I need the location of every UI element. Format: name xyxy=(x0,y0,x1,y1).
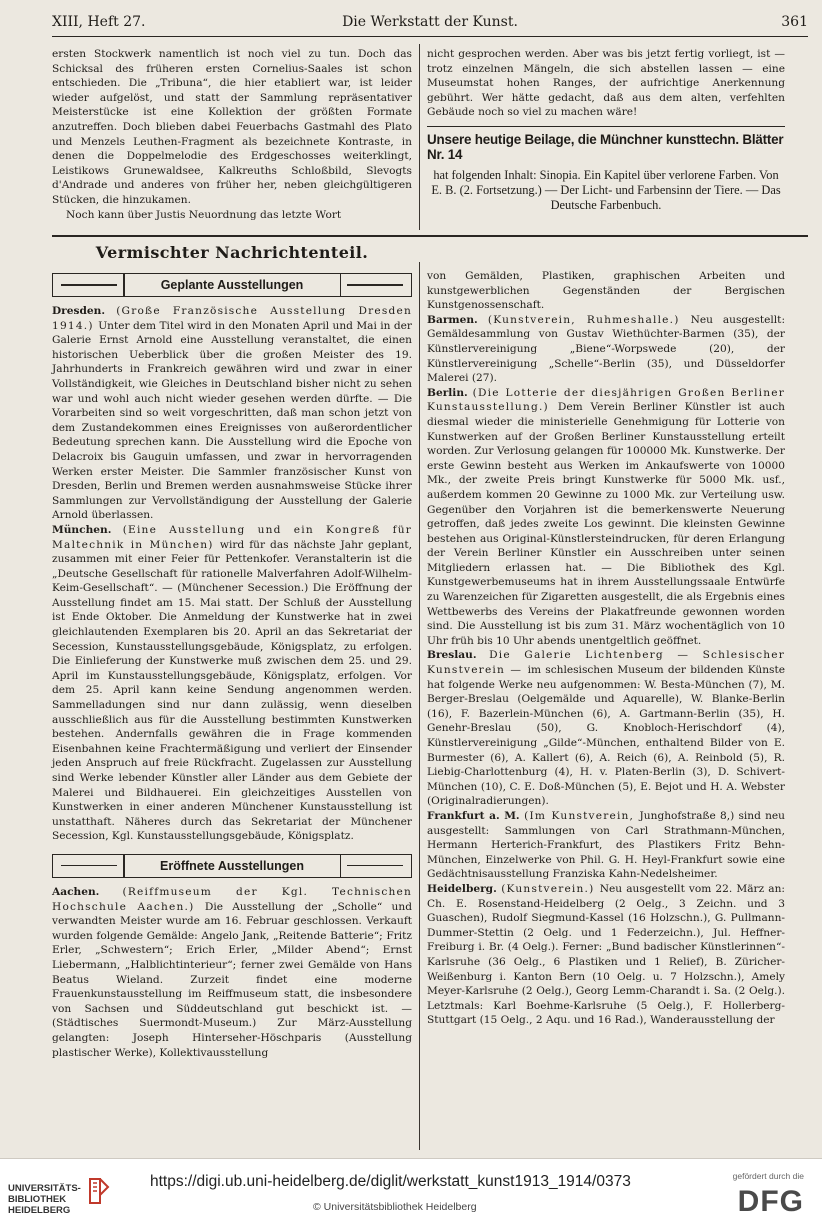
entry-institution: Die Galerie Lichtenberg — Schlesischer Kunstverein — xyxy=(427,649,785,677)
news-entry xyxy=(52,885,412,1060)
column-divider-bottom xyxy=(419,262,420,1150)
entry-text: von Gemälden, Plastiken, graphischen Arbeiten und kunstgewerblichen Gegenständen der Bergischen Kunstgenossenschaft. xyxy=(427,270,785,312)
entry-place: Dresden. xyxy=(52,305,117,317)
entry-text: Neu ausgestellt: Gemäldesammlung von Gustav Wiethüchter-Barmen (35), der Künstlervereinigung „Biene“-Worpswede (20), der Künstlervereinigung „Schelle“-Berlin (35), und Düsseldorfer Malerei (27). xyxy=(427,313,786,385)
entry-place: Frankfurt a. M. xyxy=(427,809,525,822)
section-title: Vermischter Nachrichtenteil. xyxy=(95,243,369,262)
opened-exhibitions-list-right xyxy=(427,269,785,1028)
entry-text: Dem Verein Berliner Künstler ist auch diesmal wieder die ministerielle Genehmigung für Lotterie von Kunstwerken auf der Großen Berliner Kunstausstellung erteilt worden. Zur Verlosung gelangen für 100000 Mk. Kunstwerke. Der erste Gewinn besteht aus Werken im Ankaufswerte von 10000 Mk., der zweite Preis bringt Kunstwerke für 5000 Mk. usf., außerdem kommen 20 Gewinne zu 1000 Mk. zur Verteilung usw. Gegenüber den Vorjahren ist die bemerkenswerte Neuerung getroffen, daß jedes zweite Los gewinnt. Die kleinsten Gewinne bestehen aus Original-Künstlersteindrucken, für deren Erlangung der Verein Berliner Künstler ein Ausschreiben unter seinen Mitgliedern erlassen hat. — Die Bibliothek des Kgl. Kunstgewerbemuseums hat in ihrem Ausstellungssaale Entwürfe zu Warenzeichen für Zigaretten ausgestellt, die als Ergebnis eines Wettbewerbs des Vereins der Plakatfreunde gewonnen worden sind. Die Ausstellung ist bis zum 31. März wochentäglich von 10 Uhr früh bis 10 Uhr abends unentgeltlich geöffnet. xyxy=(427,401,785,647)
page-number: 361 xyxy=(781,14,808,30)
entry-text: Die Ausstellung der „Scholle“ und verwandten Meister wurde am 16. Februar geschlossen. Verkauft wurden folgende Gemälde: Angelo Jank, „Reitende Batterie“; Fritz Erler, „Schwestern“; Erich Erler, „Milder Abend“; Ernst Liebermann, „Halblichtinterieur“; ferner zwei Gemälde von Hans Beatus Wieland. Zurzeit findet eine moderne Frauenkunstausstellung im Reiffmuseum statt, die insbesondere von Sachsen und Süddeutschland gut beschickt ist. — (Städtisches Suermondt-Museum.) Zur März-Ausstellung gelangten: Joseph Hinterseher-Höschparis (Ausstellung plastischer Werke), Kollektivausstellung xyxy=(52,900,412,1059)
digitization-footer xyxy=(0,1158,822,1227)
news-entry xyxy=(52,304,412,523)
planned-exhibitions-list xyxy=(52,304,412,844)
entry-institution: (Kunstverein, Ruhmeshalle.) xyxy=(487,313,691,326)
entry-institution: (Kunstverein.) xyxy=(501,882,600,895)
column-divider xyxy=(419,44,420,230)
article-continuation-2: Noch kann über Justis Neuordnung das letzte Wort xyxy=(66,208,342,221)
opened-exhibitions-label: Eröffnete Ausstellungen xyxy=(160,858,304,873)
library-name: UNIVERSITÄTS- BIBLIOTHEK HEIDELBERG xyxy=(8,1183,81,1216)
funding-note: gefördert durch die xyxy=(732,1171,804,1181)
news-entry xyxy=(427,386,785,649)
entry-text: Neu ausgestellt vom 22. März an: Ch. E. Rosenstand-Heidelberg (2 Oelg., 3 Zeichn. und 3 Guaschen), Rudolf Siegmund-Kassel (16 Holzschn.), G. Pullmann-Dummer-Stettin (2 Oelg. und 1 Federzeichn.), Jul. Heffner-Freiburg i. Br. (4 Oelg.). Ferner: „Bund badischer Künstlerinnen“-Karlsruhe (36 Oelg., 6 Plastiken und 1 Relief), B. Züricher-Weißenburg i. Kanton Bern (10 Oelg. u. 7 Holzschn.), Amely Meyer-Karlsruhe (2 Oelg.), Georg Lemm-Charandt i. Sa. (2 Oelg.). Letztmals: Karl Boehme-Karlsruhe (5 Oelg.), F. Hollerberg-Stuttgart (15 Oelg., 2 Aqu. und 16 Rad.), Wanderausstellung der xyxy=(427,882,785,1027)
copyright-notice: © Universitätsbibliothek Heidelberg xyxy=(313,1201,477,1213)
entry-place: Aachen. xyxy=(52,885,123,898)
top-right-column xyxy=(427,47,785,213)
entry-place: Barmen. xyxy=(427,313,488,326)
entry-institution: (Im Kunstverein, xyxy=(524,809,640,822)
news-entry xyxy=(427,648,785,809)
entry-text: im schlesischen Museum der bildenden Künste hat folgende Werke neu aufgenommen: W. Besta-München (7), M. Berger-Breslau (Oelgemälde und Aquarelle), W. Blanke-Berlin (16), F. Bazerlein-München (6), A. Gartmann-Berlin (35), H. Genehr-Breslau (50), G. Knobloch-Herischdorf (4), Künstlervereinigung „Gilde“-München, enthaltend Bilder von E. Burmester (6), A. Kallert (6), A. Reich (6), A. Reinbold (5), R. Liebig-Charlottenburg (4), H. v. Platen-Berlin (3), D. Schivert-München (10), C. E. Doß-München (5), E. Bejot und H. A. Webster (Originalradierungen). xyxy=(427,664,785,808)
entry-institution: (Eine Ausstellung und ein Kongreß für Maltechnik in München) xyxy=(52,523,412,551)
news-entry xyxy=(52,523,412,844)
opened-exhibitions-heading xyxy=(52,854,412,878)
entry-text: wird für das nächste Jahr geplant, zusammen mit einer Feier für Pettenkofer. Veranstalterin ist die „Deutsche Gesellschaft für rationelle Malverfahren Adolf-Wilhelm-Keim-Gesellschaft“. — (Münchener Secession.) Die Eröffnung der Ausstellung findet am 15. Mai statt. Der Schluß der Ausstellung ist Ende Oktober. Die Anmeldung der Kunstwerke hat in zwei gleichlautenden Exemplaren bis 20. April an das Sekretariat der Secession, Kunstausstellungsgebäude, Königsplatz, zu erfolgen. Die Einlieferung der Kunstwerke muß zwischen dem 25. und 29. April im Kunstausstellungsgebäude, Königsplatz, erfolgen. Vor dem 25. April kann keine Sendung angenommen werden. Sammelladungen sind nur dann zulässig, wenn dieselben ausschließlich aus für die Ausstellung bestimmten Kunstwerken bestehen. Andernfalls gewähren die in Frage kommenden Eisenbahnen keine Frachtermäßigung und verliert der Einsender jeden Anspruch auf freie Rückfracht. Zugelassen zur Ausstellung sind Werke lebender Künstler aller Länder aus dem Gebiete der Malerei und Bildhauerei. Ein gleichzeitiges Ausstellen von Kunstwerken in einer anderen Münchener Kunstausstellung ist unstatthaft. Näheres durch das Sekretariat der Münchener Secession, Kgl. Kunstausstellungsgebäude, Königsplatz. xyxy=(52,538,412,843)
planned-exhibitions-label: Geplante Ausstellungen xyxy=(160,278,304,292)
news-entry xyxy=(427,882,785,1028)
bottom-right-column xyxy=(427,269,785,1028)
entry-institution: (Die Lotterie der diesjährigen Großen Berliner Kunstausstellung.) xyxy=(427,386,785,414)
entry-text: Junghofstraße 8,) sind neu ausgestellt: Sammlungen von Carl Strathmann-München, Hermann Herterich-Frankfurt, des Plastikers Fritz Behn-München, Einzelwerke von Phil. G. H. Heyl-Frankfurt sowie eine Gedächtnisausstellung Franziska Kahn-Nedelsheimer. xyxy=(427,809,786,881)
entry-place: Heidelberg. xyxy=(427,882,502,895)
opened-exhibitions-list-left xyxy=(52,885,412,1060)
news-entry xyxy=(427,313,785,386)
banner-rule xyxy=(427,126,785,127)
issue-number: XIII, Heft 27. xyxy=(52,14,146,30)
journal-title: Die Werkstatt der Kunst. xyxy=(342,14,518,30)
entry-text: Unter dem Titel wird in den Monaten April und Mai in der Galerie Ernst Arnold eine Ausstellung veranstaltet, die einen historischen Ueberblick über die großen Meister des 19. Jahrhunderts in Frankreich gewähren wird und zwar in einer Vollständigkeit, wie Gleiches in Deutschland bisher nicht zu sehen war und wohl auch nicht wieder gesehen werden dürfte. — Die Vorarbeiten sind so weit vorgeschritten, daß man schon jetzt von dem Zustandekommen eines Ereignisses von außerordentlicher Bedeutung sprechen kann. Die Ausstellung wird die Epoche von Delacroix bis Gauguin umfassen, und zwar in hervorragenden Werken erster Meister. Die Sammler französischer Kunst von Dresden, Berlin und Bremen werden ausnahmsweise Stücke ihrer Sammlungen zur Vervollständigung der Ausstellung der Galerie Arnold überlassen. xyxy=(52,319,412,522)
article-continuation: ersten Stockwerk namentlich ist noch viel zu tun. Doch das Schicksal des früheren ersten Cornelius-Saales ist schon entschieden. Die „Tribuna“, die hier etabliert war, ist leider wieder aufgelöst, und statt der Sammlung repräsentativer Meisterstücke ist eine Kollektion der größten Formate anzutreffen. Doch blieben dabei Feuerbachs Gastmahl des Plato und Menzels Leuthen-Fragment als bezeichnete Kontraste, in denen die Doppelmelodie des Erdgeschosses weiterklingt, Leistikows Grunewaldsee, Kalkreuths Schloßbild, Slevogts d'Andrade und anderes von früher her, neben gleichgültigeren Stücken, die hinzukamen. xyxy=(52,48,412,206)
entry-place: München. xyxy=(52,523,123,536)
article-ending: nicht gesprochen werden. Aber was bis jetzt fertig vorliegt, ist — trotz einzelnen Mängeln, die sich abstellen lassen — eine Museumstat hohen Ranges, der aufrichtige Anerkennung gebührt. Wer hätte gedacht, daß aus dem alten, verfehlten Gebäude noch so viel zu machen wäre! xyxy=(427,48,785,119)
bottom-left-column xyxy=(52,273,412,1060)
library-logo-icon xyxy=(86,1175,112,1207)
permalink-url[interactable]: https://digi.ub.uni-heidelberg.de/diglit/werkstatt_kunst1913_1914/0373 xyxy=(150,1173,631,1190)
entry-place: Breslau. xyxy=(427,649,490,662)
running-head xyxy=(52,10,808,37)
entry-place: Berlin. xyxy=(427,386,473,399)
dfg-logo: DFG xyxy=(737,1185,804,1218)
entry-institution: (Reiffmuseum der Kgl. Technischen Hochschule Aachen.) xyxy=(52,885,412,913)
section-separator xyxy=(52,235,808,237)
supplement-banner-title: Unsere heutige Beilage, die Münchner kunsttechn. Blätter Nr. 14 xyxy=(427,131,784,162)
top-left-column xyxy=(52,47,412,222)
supplement-banner-body: hat folgenden Inhalt: Sinopia. Ein Kapitel über verlorene Farben. Von E. B. (2. Fortsetzung.) — Der Licht- und Farbensinn der Tiere. — Das Deutsche Farbenbuch. xyxy=(431,168,781,213)
news-entry xyxy=(427,269,785,313)
planned-exhibitions-heading xyxy=(52,273,412,297)
entry-institution: (Große Französische Ausstellung Dresden 1914.) xyxy=(52,305,412,332)
news-entry xyxy=(427,809,785,882)
